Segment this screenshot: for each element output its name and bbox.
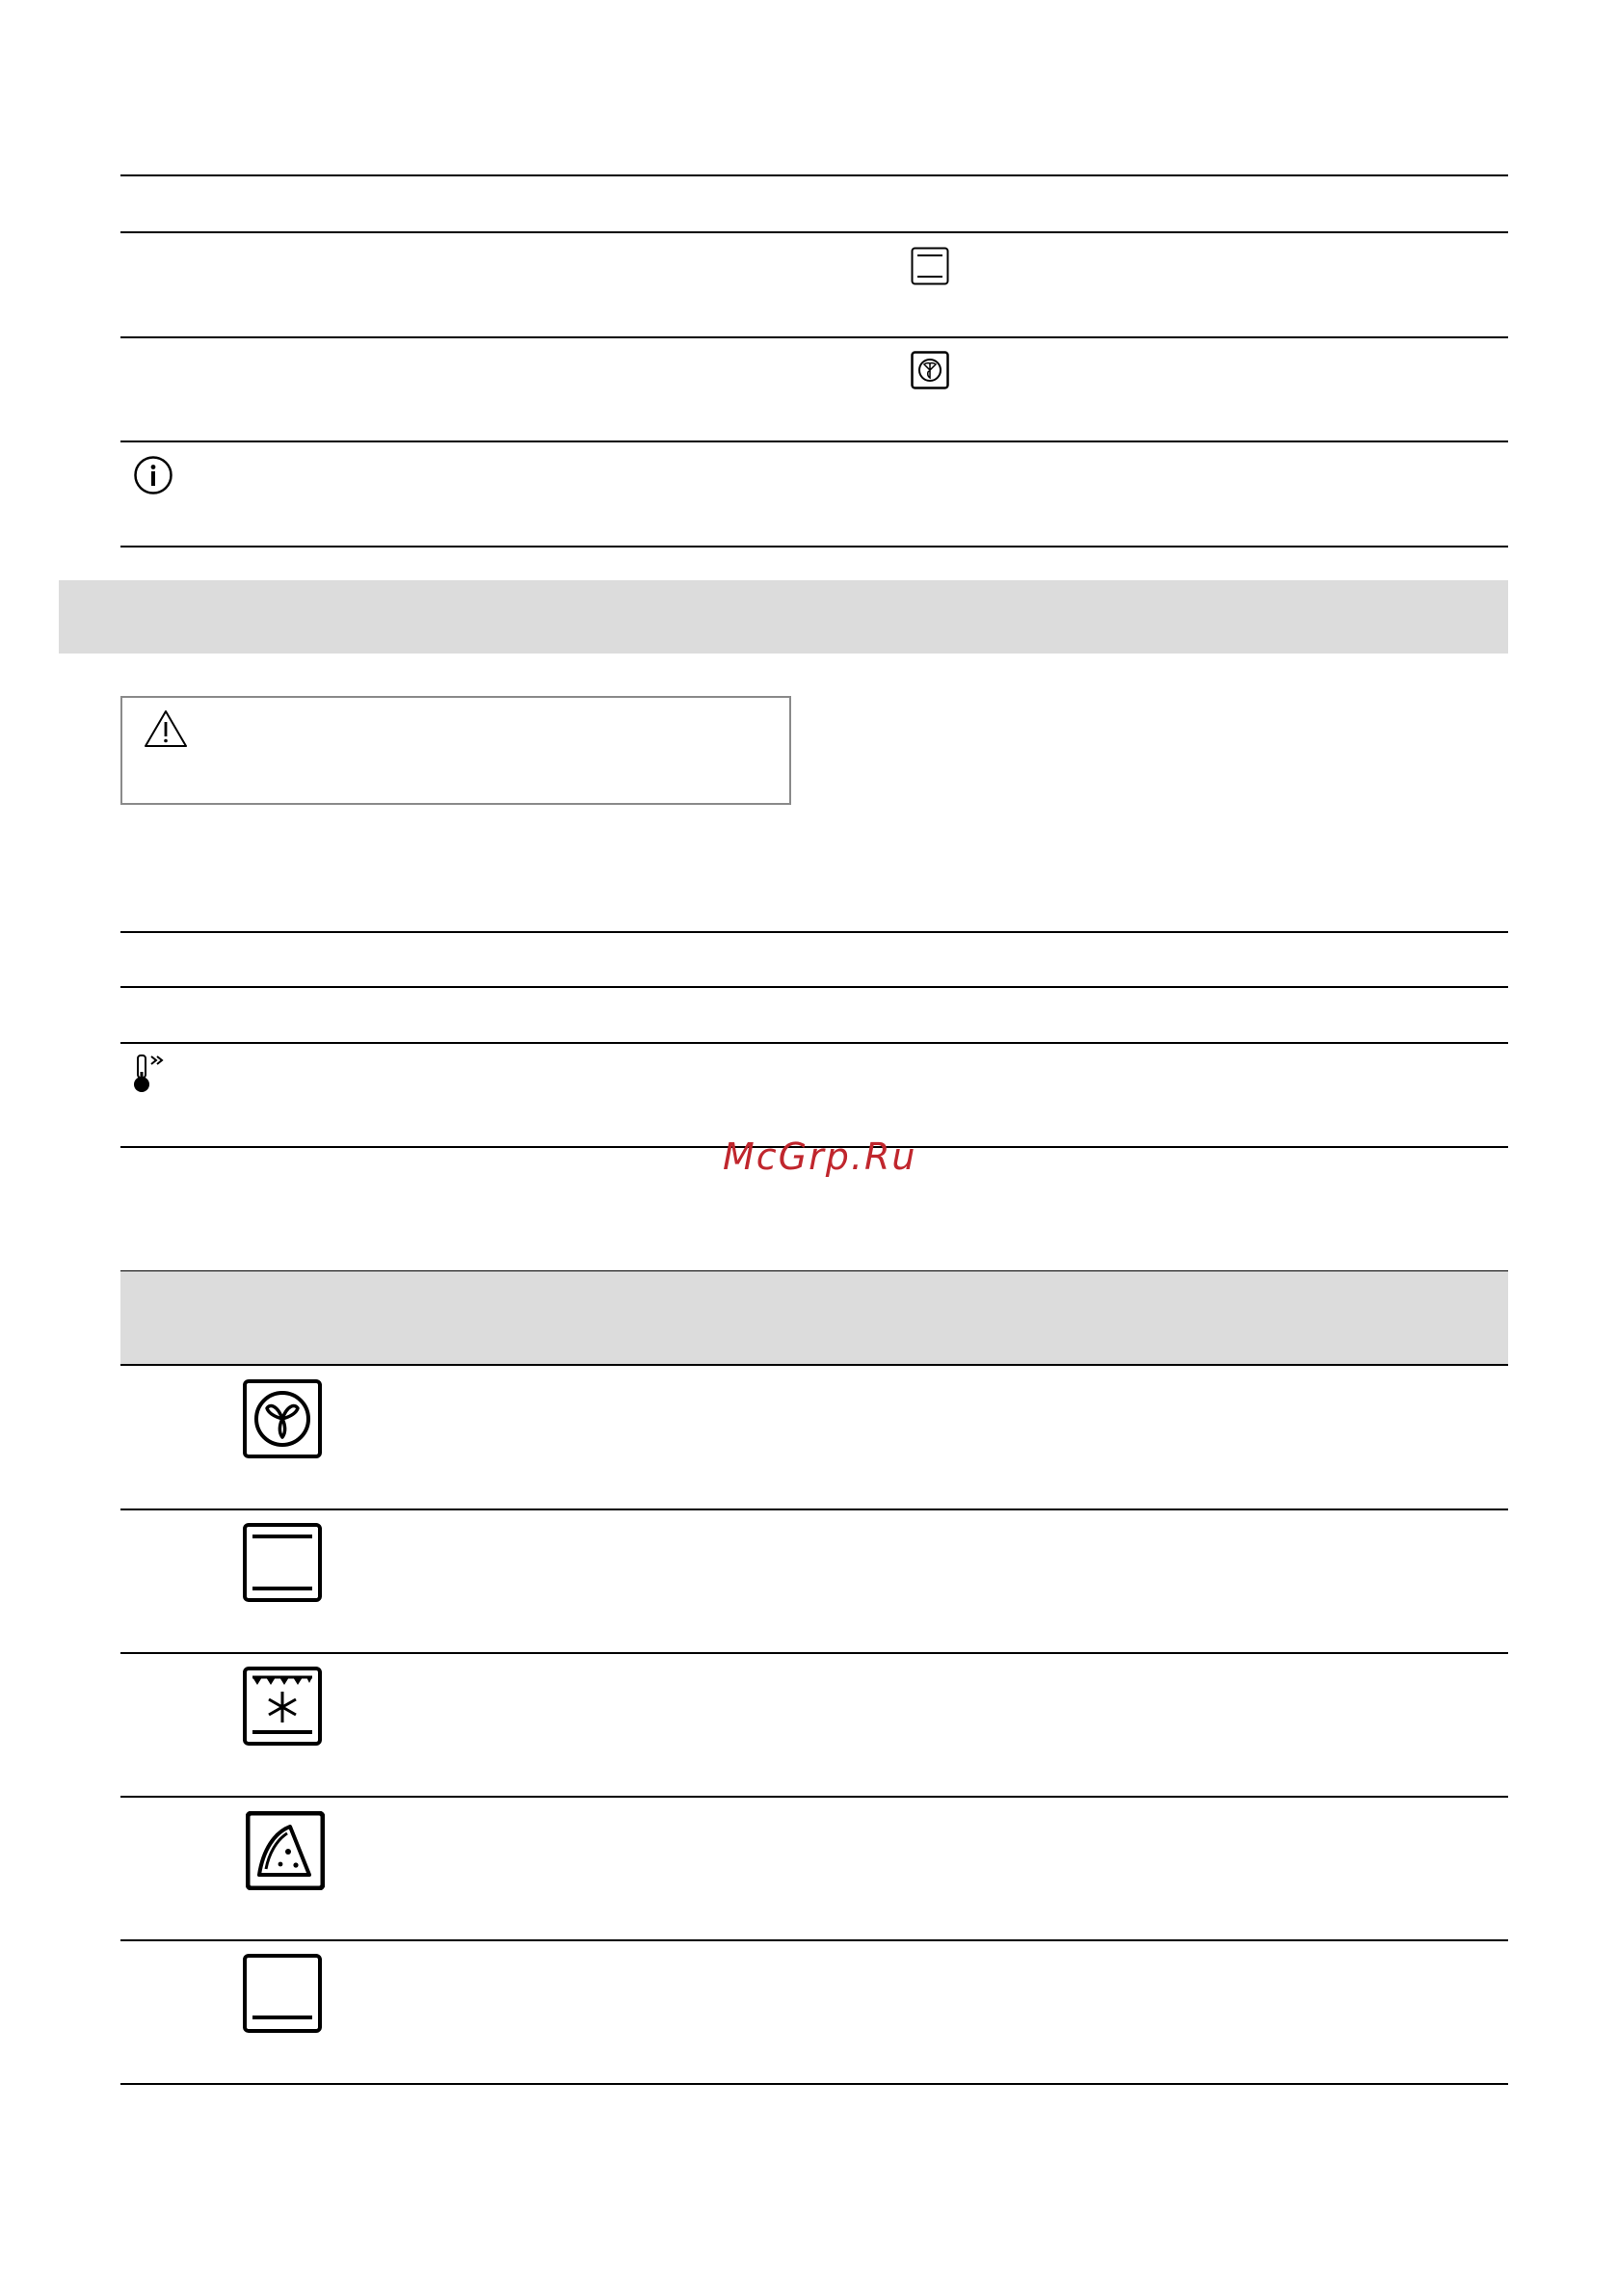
section-header-band: [59, 580, 1508, 654]
top-table-rule-4: [120, 441, 1508, 442]
fast-heatup-thermometer-icon: [131, 1053, 175, 1097]
function-table-rule-1: [120, 1364, 1508, 1366]
middle-table-rule-2: [120, 986, 1508, 988]
top-table-rule-2: [120, 231, 1508, 233]
function-table-rule-4: [120, 1796, 1508, 1798]
fan-icon: [911, 351, 949, 389]
function-table-rule-2: [120, 1508, 1508, 1510]
top-table-rule-3: [120, 336, 1508, 338]
conventional-cooking-icon: [243, 1523, 322, 1602]
warning-triangle-icon: [143, 708, 189, 749]
top-table-rule-1: [120, 174, 1508, 176]
warning-box: [120, 696, 791, 805]
pizza-function-icon: [246, 1811, 325, 1890]
function-table-rule-6: [120, 2083, 1508, 2085]
info-icon: [133, 455, 173, 495]
top-table-rule-5: [120, 546, 1508, 547]
watermark: McGrp.Ru: [723, 1135, 917, 1178]
middle-table-rule-1: [120, 931, 1508, 933]
true-fan-cooking-icon: [243, 1379, 322, 1458]
function-table-rule-5: [120, 1939, 1508, 1941]
function-table-header: [120, 1271, 1508, 1364]
function-table-rule-3: [120, 1652, 1508, 1654]
top-bottom-heat-icon: [911, 247, 949, 285]
bottom-heat-icon: [243, 1954, 322, 2033]
middle-table-rule-3: [120, 1042, 1508, 1044]
frozen-foods-icon: [243, 1667, 322, 1746]
